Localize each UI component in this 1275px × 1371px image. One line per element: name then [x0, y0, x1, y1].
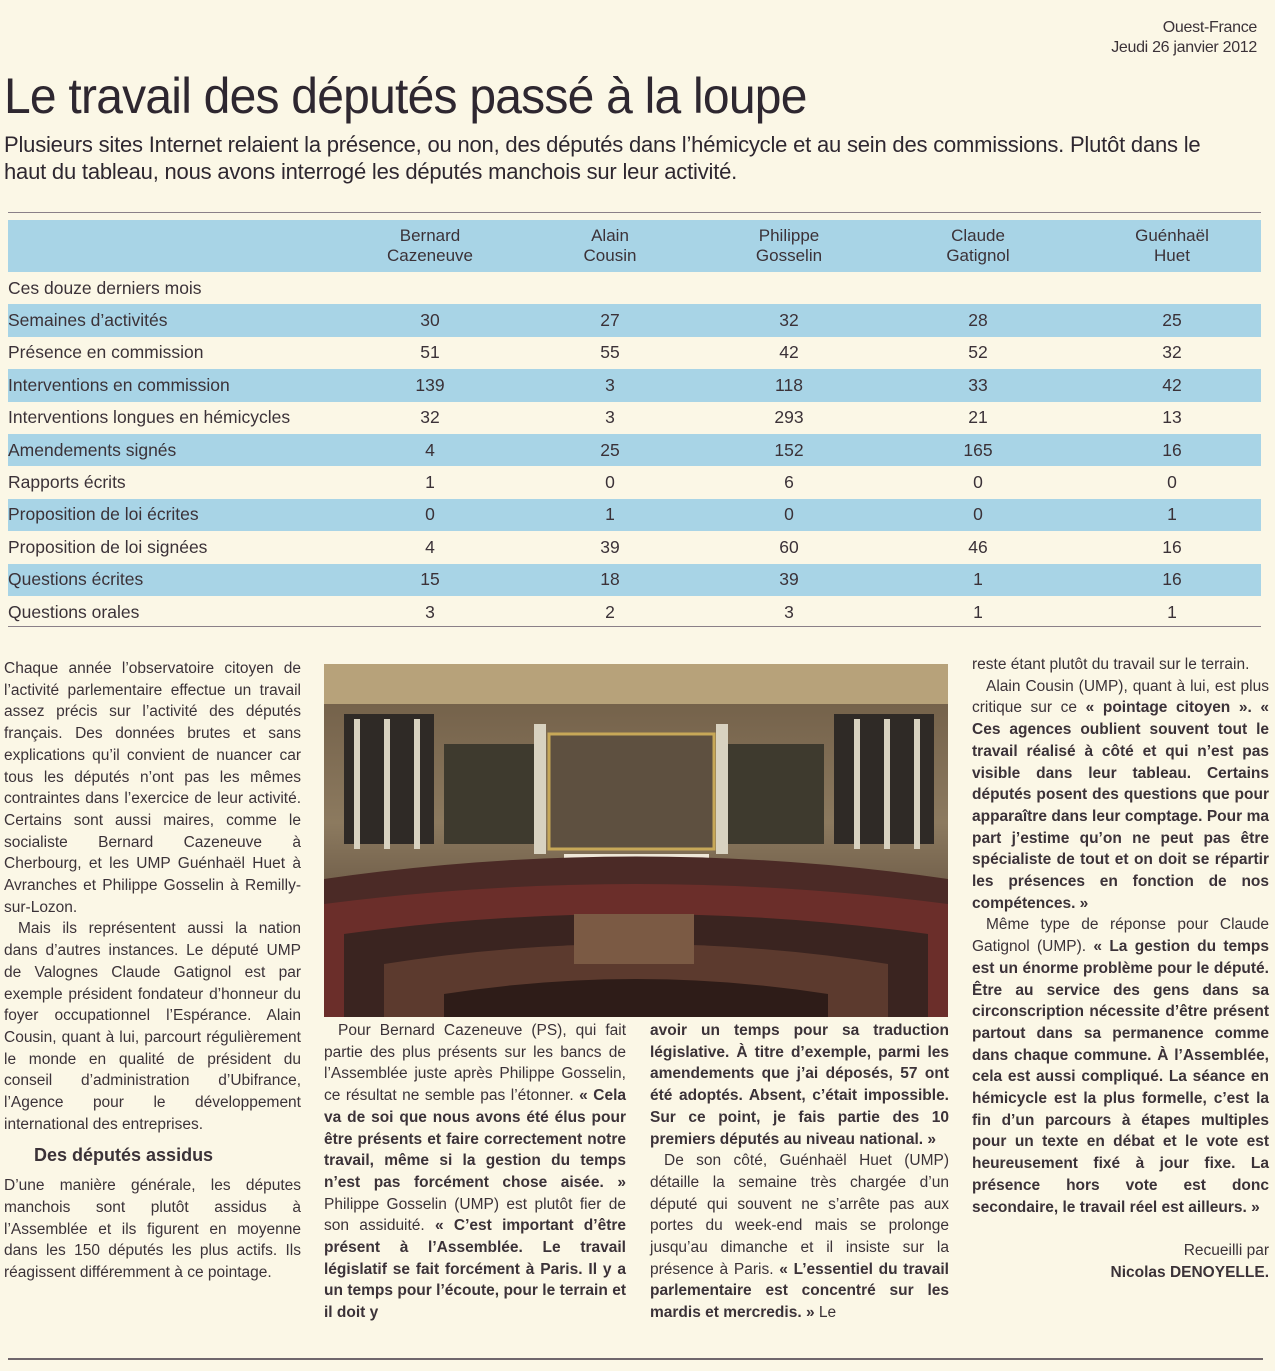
- headline: Le travail des députés passé à la loupe: [4, 68, 807, 124]
- row-label: Semaines d’activités: [8, 310, 168, 331]
- quote: « L’essentiel du travail parlementaire est concentré sur les mardis et mercredis. »: [650, 1260, 949, 1322]
- table-cell: 1: [605, 504, 615, 525]
- table-cell: 1: [973, 601, 983, 622]
- paragraph: reste étant plutôt du travail sur le terrain.: [972, 656, 1250, 673]
- table-cell: 55: [600, 342, 620, 363]
- table-row: [8, 369, 1261, 401]
- table-row: [8, 402, 1261, 434]
- row-label: Proposition de loi signées: [8, 536, 208, 557]
- column-header: Philippe Gosselin: [755, 226, 823, 265]
- table-cell: 51: [420, 342, 440, 363]
- row-label: Interventions longues en hémicycles: [8, 407, 291, 428]
- row-label: Proposition de loi écrites: [8, 504, 199, 525]
- table-cell: 27: [600, 310, 620, 331]
- hemicycle-image: [324, 664, 948, 1017]
- table-cell: 139: [415, 374, 445, 395]
- table-cell: 0: [605, 472, 615, 493]
- table-cell: 1: [1167, 504, 1177, 525]
- section-label: Ces douze derniers mois: [8, 277, 202, 298]
- table-row: [8, 304, 1261, 336]
- table-cell: 4: [425, 439, 435, 460]
- publication-name: Ouest-France: [1162, 19, 1257, 36]
- table-cell: 3: [605, 374, 615, 395]
- table-section-label-row: [8, 272, 1261, 304]
- table-cell: 32: [779, 310, 799, 331]
- table-cell: 3: [784, 601, 794, 622]
- table-cell: 3: [425, 601, 435, 622]
- assembly-hemicycle-photo: [324, 664, 948, 1017]
- paragraph: Chaque année l’observatoire citoyen de l’activité parlementaire effectue un travail assez précis sur l’activité des députés français. Des données brutes et sans explications qu’il convient de nuancer car tous les députés n’ont pas les mêmes contraintes dans l’exercice de leur activité. Certains sont aussi maires, comme le socialiste Bernard Cazeneuve à Cherbourg, et les UMP Guénhaël Huet à Avranches et Philippe Gosselin à Remilly-sur-Lozon.: [4, 660, 301, 916]
- credit-label: Recueilli par: [1183, 1242, 1269, 1260]
- table-cell: 18: [600, 569, 620, 590]
- table-cell: 13: [1162, 407, 1182, 428]
- table-row: [8, 596, 1261, 628]
- table-row: [8, 337, 1261, 369]
- table-cell: 16: [1162, 536, 1182, 557]
- divider: [8, 1358, 1263, 1360]
- table-cell: 1: [973, 569, 983, 590]
- table-row: [8, 564, 1261, 596]
- publication-date: Jeudi 26 janvier 2012: [1111, 39, 1257, 56]
- article-column-4: reste étant plutôt du travail sur le terrain. Alain Cousin (UMP), quant à lui, est plus critique sur ce « pointage citoyen ». « Ces agences oublient souvent tout le travail réalisé à côté et qui n’est pas visible dans leur tableau. Certains députés posent des questions que pour apparaître dans leur comptage. Pour ma part j’estime qu’on ne peut pas être spécialiste de tout et on doit se répartir les présences en fonction de nos compétences. » Même type de réponse pour Claude Gatignol (UMP). « La gestion du temps est un énorme problème pour le député. Être au service des gens dans sa circonscription nécessite d’être présent partout dans sa permanence comme dans chaque commune. À l’Assemblée, cela est aussi compliqué. La séance en hémicycle est la plus formelle, c’est la fin d’un parcours à étapes multiples pour un texte en débat et le vote est heureusement fixé à jour fixe. La présence hors vote est donc secondaire, le travail réel est ailleurs. » Recueilli par Nicolas DENOYELLE.: [972, 654, 1269, 1284]
- table-header-row: [8, 220, 1261, 272]
- table-cell: 25: [1162, 310, 1182, 331]
- column-header: Bernard Cazeneuve: [386, 226, 473, 265]
- table-cell: 6: [784, 472, 794, 493]
- row-label: Présence en commission: [8, 342, 204, 363]
- table-row: [8, 531, 1261, 563]
- table-cell: 30: [420, 310, 440, 331]
- row-label: Amendements signés: [8, 439, 177, 460]
- table-cell: 0: [425, 504, 435, 525]
- quote: « La gestion du temps est un énorme problème pour le député. Être au service des gens dans sa circonscription nécessite d’être présent partout dans sa permanence comme dans chaque commune. À l’Assemblée, cela est aussi compliqué. La séance en hémicycle est la plus formelle, c’est la fin d’un parcours à étapes multiples pour un texte en débat et le vote est heureusement fixé à jour fixe. La présence hors vote est donc secondaire, le travail réel est ailleurs. »: [972, 938, 1269, 1216]
- table-cell: 15: [420, 569, 440, 590]
- quote: « pointage citoyen ». « Ces agences oublient souvent tout le travail réalisé à côté et qui n’est pas visible dans leur tableau. Certains députés posent des questions que pour apparaître dans leur comptage. Pour ma part j’estime qu’on ne peut pas être spécialiste de tout et on doit se répartir les présences en fonction de nos compétences. »: [972, 699, 1269, 912]
- table-row: [8, 466, 1261, 498]
- table-cell: 16: [1162, 439, 1182, 460]
- author-name: Nicolas DENOYELLE.: [1110, 1263, 1269, 1281]
- quote: avoir un temps pour sa traduction législative. À titre d’exemple, parmi les amendements que j’ai déposés, 57 ont été adoptés. Absent, c’était impossible. Sur ce point, je fais partie des 10 premiers députés au niveau national. »: [650, 1022, 949, 1148]
- masthead: [1111, 18, 1257, 58]
- row-label: Questions écrites: [8, 569, 144, 590]
- table-cell: 152: [774, 439, 804, 460]
- table-cell: 39: [779, 569, 799, 590]
- column-header: Alain Cousin: [583, 226, 637, 265]
- table-cell: 1: [425, 472, 435, 493]
- table-cell: 118: [775, 374, 803, 395]
- table-cell: 32: [420, 407, 440, 428]
- table-cell: 32: [1162, 342, 1182, 363]
- row-label: Rapports écrits: [8, 472, 126, 493]
- table-cell: 16: [1162, 569, 1182, 590]
- divider: [8, 626, 1261, 627]
- quote: « Cela va de soi que nous avons été élus pour être présents et faire correctement notre travail, même si la gestion du temps n’est pas forcément chose aisée. »: [324, 1087, 627, 1191]
- column-header: Guénhaël Huet: [1135, 226, 1209, 265]
- table-cell: 39: [600, 536, 620, 557]
- table-cell: 21: [968, 407, 988, 428]
- table-cell: 42: [779, 342, 799, 363]
- article-column-3: avoir un temps pour sa traduction législative. À titre d’exemple, parmi les amendements que j’ai déposés, 57 ont été adoptés. Absent, c’était impossible. Sur ce point, je fais partie des 10 premiers députés au niveau national. » De son côté, Guénhaël Huet (UMP) détaille la semaine très chargée d’un député qui souvent ne s’arrête pas aux portes du week-end mais se prolonge jusqu’au dimanche et il insiste sur la présence à Paris. « L’essentiel du travail parlementaire est concentré sur les mardis et mercredis. » Le: [650, 1022, 949, 1322]
- table-cell: 293: [774, 407, 804, 428]
- row-label: Questions orales: [8, 601, 140, 622]
- quote: « C’est important d’être présent à l’Assemblée. Le travail législatif se fait forcément à Paris. Il y a un temps pour l’écoute, pour le terrain et il doit y: [324, 1217, 627, 1322]
- paragraph: D’une manière générale, les députes manchois sont plutôt assidus à l’Assemblée et ils figurent en moyenne dans les 150 députés les plus actifs. Ils réagissent différemment à ce pointage.: [4, 1177, 301, 1281]
- article-column-2: Pour Bernard Cazeneuve (PS), qui fait partie des plus présents sur les bancs de l’Assemblée juste après Philippe Gosselin, ce résultat ne semble pas l’étonner. « Cela va de soi que nous avons été élus pour être présents et faire correctement notre travail, même si la gestion du temps n’est pas forcément chose aisée. » Philippe Gosselin (UMP) est plutôt fier de son assiduité. « C’est important d’être présent à l’Assemblée. Le travail législatif se fait forcément à Paris. Il y a un temps pour l’écoute, pour le terrain et il doit y: [324, 1022, 627, 1322]
- table-cell: 28: [968, 310, 988, 331]
- table-cell: 165: [963, 439, 993, 460]
- lead-paragraph: Plusieurs sites Internet relaient la présence, ou non, des députés dans l’hémicycle et au sein des commissions. Plutôt dans le haut du tableau, nous avons interrogé les députés manchois sur leur activité.: [4, 132, 1201, 184]
- table-cell: 0: [973, 472, 983, 493]
- table-row: [8, 499, 1261, 531]
- table-cell: 0: [784, 504, 794, 525]
- column-header: Claude Gatignol: [946, 226, 1010, 265]
- table-cell: 60: [779, 536, 799, 557]
- table-cell: 2: [605, 601, 615, 622]
- table-cell: 3: [605, 407, 615, 428]
- subheading: Des députés assidus: [34, 1145, 214, 1166]
- row-label: Interventions en commission: [8, 374, 230, 395]
- stats-table: [8, 220, 1261, 628]
- article-column-1: [4, 658, 301, 1284]
- table-cell: 42: [1162, 374, 1182, 395]
- table-cell: 4: [425, 536, 435, 557]
- table-cell: 25: [600, 439, 620, 460]
- table-cell: 52: [968, 342, 988, 363]
- table-cell: 0: [973, 504, 983, 525]
- table-cell: 46: [968, 536, 988, 557]
- paragraph: Mais ils représentent aussi la nation dans d’autres instances. Le député UMP de Valognes Claude Gatignol est par exemple président fondateur d’honneur du foyer occupationnel l’Espérance. Alain Cousin, quant à lui, parcourt régulièrement le monde en qualité de président du conseil d’administration d’Ubifrance, l’Agence pour le développement international des entreprises.: [4, 920, 301, 1133]
- table-cell: 1: [1167, 601, 1177, 622]
- table-row: [8, 434, 1261, 466]
- table-cell: 33: [968, 374, 988, 395]
- table-cell: 0: [1167, 472, 1177, 493]
- divider: [8, 212, 1261, 213]
